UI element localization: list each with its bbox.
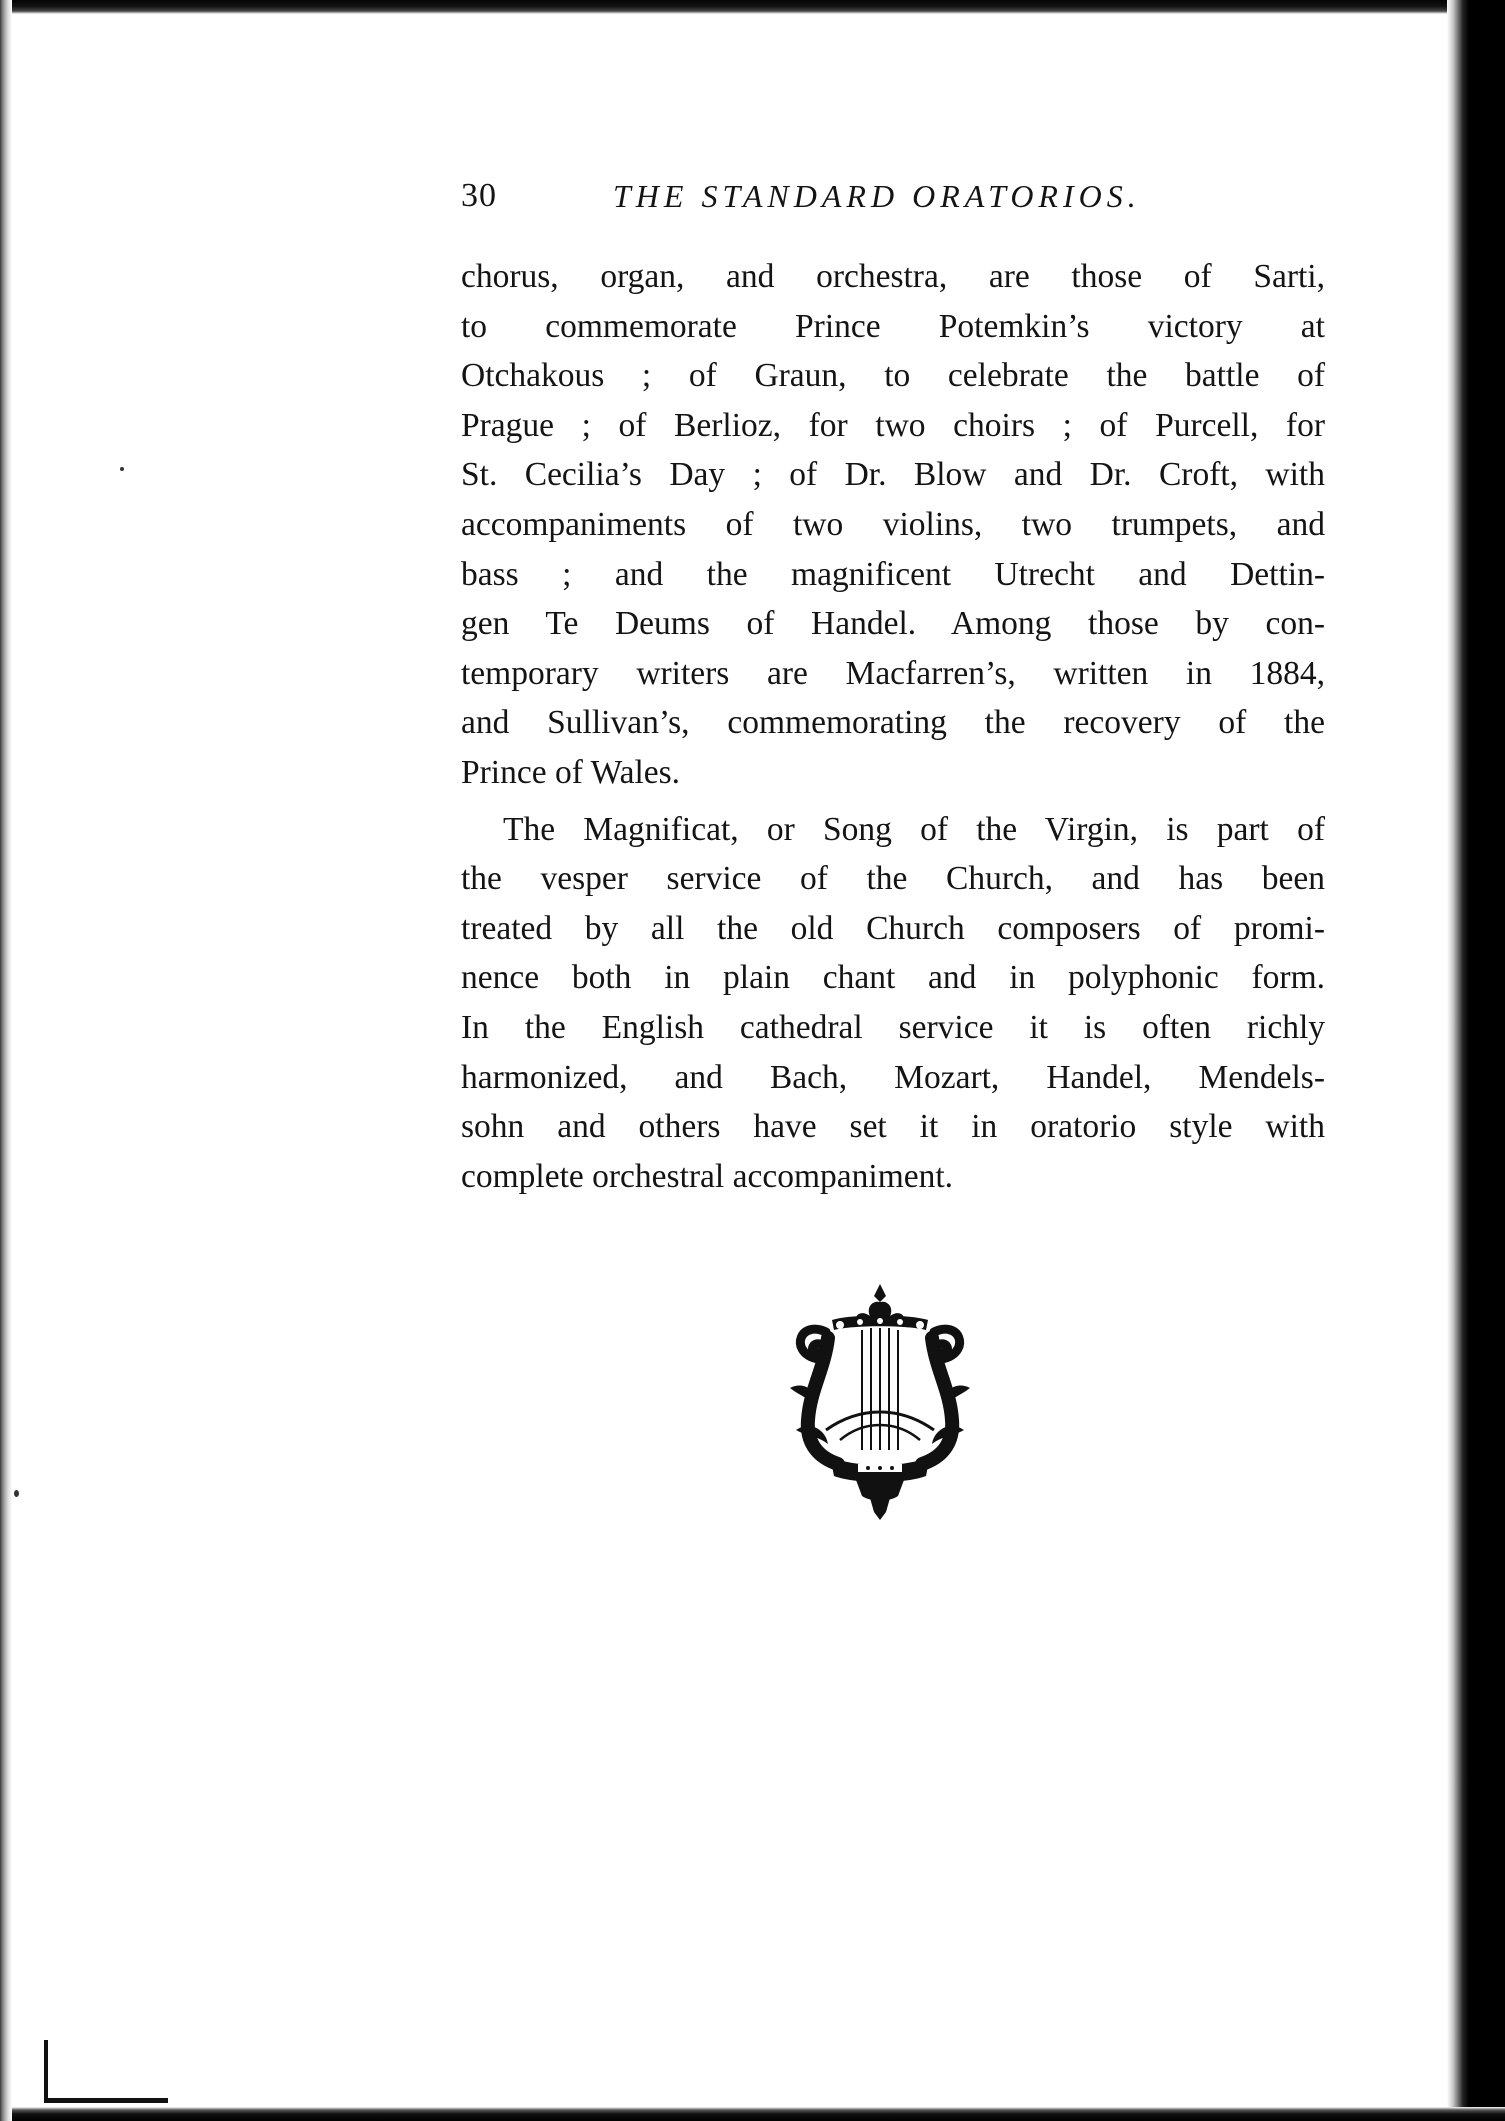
running-title: THE STANDARD ORATORIOS.: [613, 178, 1141, 214]
text-line: In the English cathedral service it is often richly: [461, 1008, 1325, 1046]
text-line: Otchakous ; of Graun, to celebrate the battle of: [461, 357, 1325, 395]
scan-border-left: [0, 0, 12, 2121]
scan-border-right: [1447, 0, 1505, 2121]
page-number: 30: [461, 177, 497, 214]
text-line: The Magnificat, or Song of the Virgin, is part of: [503, 810, 1325, 848]
text-line: nence both in plain chant and in polyphonic form.: [461, 959, 1325, 997]
scan-corner-mark: [44, 2040, 168, 2103]
scan-speck: [14, 1490, 19, 1497]
lyre-icon: [780, 1280, 980, 1530]
text-line: chorus, organ, and orchestra, are those of Sarti,: [461, 258, 1325, 295]
scan-border-top: [0, 0, 1505, 14]
text-line: treated by all the old Church composers of promi-: [461, 909, 1325, 947]
paragraph-2: [461, 805, 1325, 1202]
scan-speck: [120, 467, 124, 471]
text-line: accompaniments of two violins, two trumpets, and: [461, 505, 1325, 543]
text-line: Prince of Wales.: [461, 753, 681, 791]
text-line: temporary writers are Macfarren’s, written in 1884,: [461, 654, 1325, 692]
text-line: harmonized, and Bach, Mozart, Handel, Mendels-: [461, 1058, 1325, 1096]
text-line: Prague ; of Berlioz, for two choirs ; of Purcell, for: [461, 406, 1325, 444]
text-line: gen Te Deums of Handel. Among those by con-: [461, 605, 1325, 643]
text-line: bass ; and the magnificent Utrecht and Dettin-: [461, 555, 1325, 593]
text-line: St. Cecilia’s Day ; of Dr. Blow and Dr. Croft, with: [461, 456, 1325, 494]
body-text: [461, 252, 1325, 1201]
text-line: sohn and others have set it in oratorio style with: [461, 1108, 1325, 1146]
text-line: to commemorate Prince Potemkin’s victory at: [461, 307, 1325, 345]
text-line: complete orchestral accompaniment.: [461, 1157, 954, 1195]
paragraph-1: [461, 252, 1325, 798]
text-line: the vesper service of the Church, and has been: [461, 860, 1325, 898]
running-head: [461, 170, 1181, 222]
scan-border-bottom: [0, 2107, 1505, 2121]
text-line: and Sullivan’s, commemorating the recovery of the: [461, 704, 1325, 742]
